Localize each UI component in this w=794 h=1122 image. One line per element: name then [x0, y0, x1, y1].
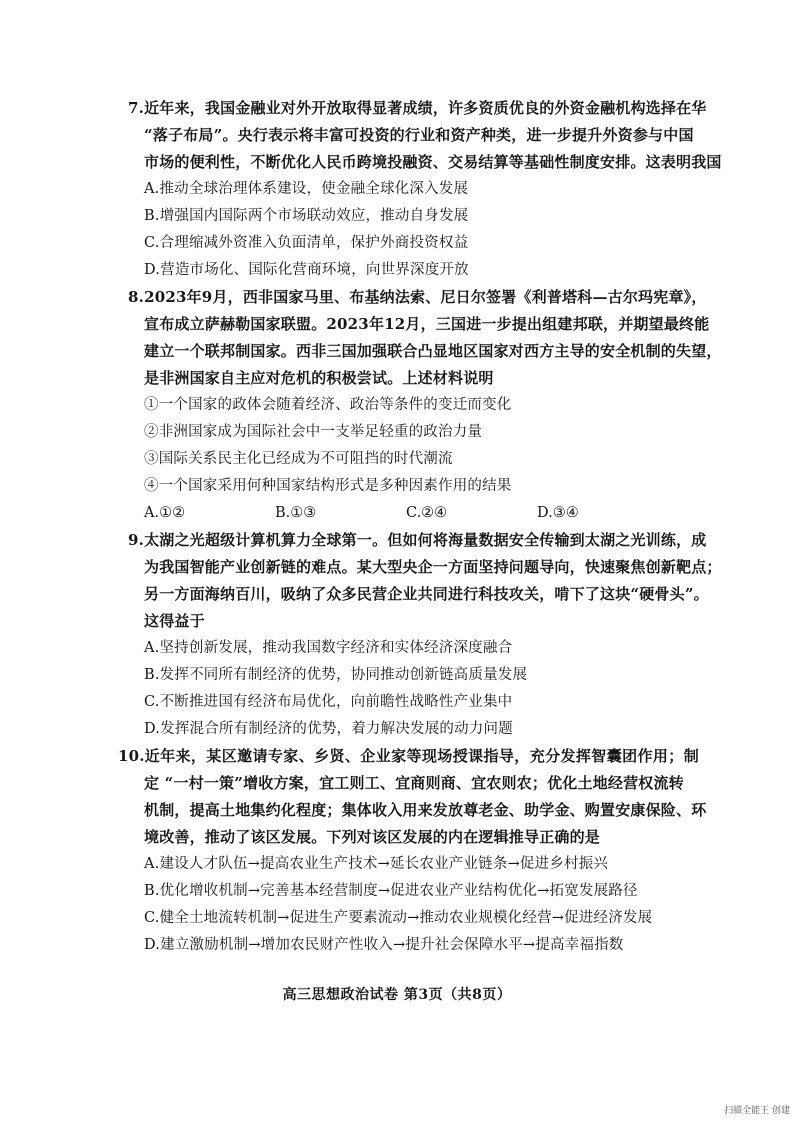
question-10-stem-line-3: 机制，提高土地集约化程度；集体收入用来发放尊老金、助学金、购置安康保险、环 [144, 801, 707, 819]
question-9-stem-line-2: 为我国智能产业创新链的难点。某大型央企一方面坚持问题导向，快速聚焦创新靶点； [144, 558, 722, 576]
question-8 [128, 284, 754, 527]
question-7-option-c: C.合理缩减外资准入负面清单，保护外商投资权益 [144, 235, 469, 251]
question-8-choice-c: C.②④ [406, 505, 448, 521]
question-8-choice-a: A.①② [144, 505, 186, 521]
question-7 [128, 95, 754, 284]
question-10-option-d: D.建立激励机制→增加农民财产性收入→提升社会保障水平→提高幸福指数 [144, 937, 624, 953]
question-9-option-b: B.发挥不同所有制经济的优势，协同推动创新链高质量发展 [144, 667, 528, 683]
question-9-option-c: C.不断推进国有经济布局优化，向前瞻性战略性产业集中 [144, 694, 513, 710]
page-footer: 高三思想政治试卷 第3页（共8页） [282, 987, 512, 1003]
question-10-number: 10. [118, 747, 145, 765]
question-7-stem-line-2: “落子布局”。央行表示将丰富可投资的行业和资产种类，进一步提升外资参与中国 [144, 126, 694, 144]
question-7-stem-line-1: 7.近年来，我国金融业对外开放取得显著成绩，许多资质优良的外资金融机构选择在华 [128, 95, 754, 122]
question-list [118, 95, 754, 959]
scanner-watermark: 扫描全能王 创建 [724, 1106, 790, 1116]
question-9-option-d: D.发挥混合所有制经济的优势，着力解决发展的动力问题 [144, 721, 513, 737]
question-9-stem-line-3: 另一方面海纳百川，吸纳了众多民营企业共同进行科技攻关，啃下了这块“硬骨头”。 [144, 585, 709, 603]
question-8-choices [144, 500, 754, 527]
question-8-statement-4: ④一个国家采用何种国家结构形式是多种因素作用的结果 [144, 478, 512, 494]
question-10-stem-line-1: 10.近年来，某区邀请专家、乡贤、企业家等现场授课指导，充分发挥智囊团作用；制 [118, 743, 754, 770]
question-10 [118, 743, 754, 959]
question-8-statement-3: ③国际关系民主化已经成为不可阻挡的时代潮流 [144, 451, 453, 467]
question-8-stem-line-1: 8.2023年9月，西非国家马里、布基纳法索、尼日尔签署《利普塔科—古尔玛宪章》， [128, 284, 754, 311]
question-9-stem-line-1: 9.太湖之光超级计算机算力全球第一。但如何将海量数据安全传输到太湖之光训练，成 [128, 527, 754, 554]
question-10-stem-line-4: 境改善，推动了该区发展。下列对该区发展的内在逻辑推导正确的是 [144, 828, 601, 846]
question-9 [128, 527, 754, 743]
question-8-stem-line-2: 宣布成立萨赫勒国家联盟。2023年12月，三国进一步提出组建邦联，并期望最终能 [144, 315, 710, 333]
question-8-number: 8. [128, 288, 145, 306]
question-8-choice-b: B.①③ [275, 505, 317, 521]
question-8-stem-line-3: 建立一个联邦制国家。西非三国加强联合凸显地区国家对西方主导的安全机制的失望， [144, 342, 722, 360]
question-8-statement-1: ①一个国家的政体会随着经济、政治等条件的变迁而变化 [144, 397, 512, 413]
question-10-stem-line-2: 定 “一村一策”增收方案，宜工则工、宜商则商、宜农则农；优化土地经营权流转 [144, 774, 684, 792]
question-9-stem-line-4: 这得益于 [144, 612, 205, 630]
question-7-number: 7. [128, 99, 145, 117]
question-8-statement-2: ②非洲国家成为国际社会中一支举足轻重的政治力量 [144, 424, 483, 440]
question-10-option-b: B.优化增收机制→完善基本经营制度→促进农业产业结构优化→拓宽发展路径 [144, 883, 638, 899]
question-10-option-c: C.健全土地流转机制→促进生产要素流动→推动农业规模化经营→促进经济发展 [144, 910, 653, 926]
question-9-number: 9. [128, 531, 145, 549]
question-7-option-a: A.推动全球治理体系建设，使金融全球化深入发展 [144, 181, 469, 197]
question-8-choice-d: D.③④ [537, 505, 579, 521]
question-7-stem-line-3: 市场的便利性，不断优化人民币跨境投融资、交易结算等基础性制度安排。这表明我国 [144, 153, 722, 171]
question-9-option-a: A.坚持创新发展，推动我国数字经济和实体经济深度融合 [144, 640, 513, 656]
question-7-option-d: D.营造市场化、国际化营商环境，向世界深度开放 [144, 262, 469, 278]
question-7-option-b: B.增强国内国际两个市场联动效应，推动自身发展 [144, 208, 469, 224]
question-8-stem-line-4: 是非洲国家自主应对危机的积极尝试。上述材料说明 [144, 369, 494, 387]
question-10-option-a: A.建设人才队伍→提高农业生产技术→延长农业产业链条→促进乡村振兴 [144, 856, 609, 872]
